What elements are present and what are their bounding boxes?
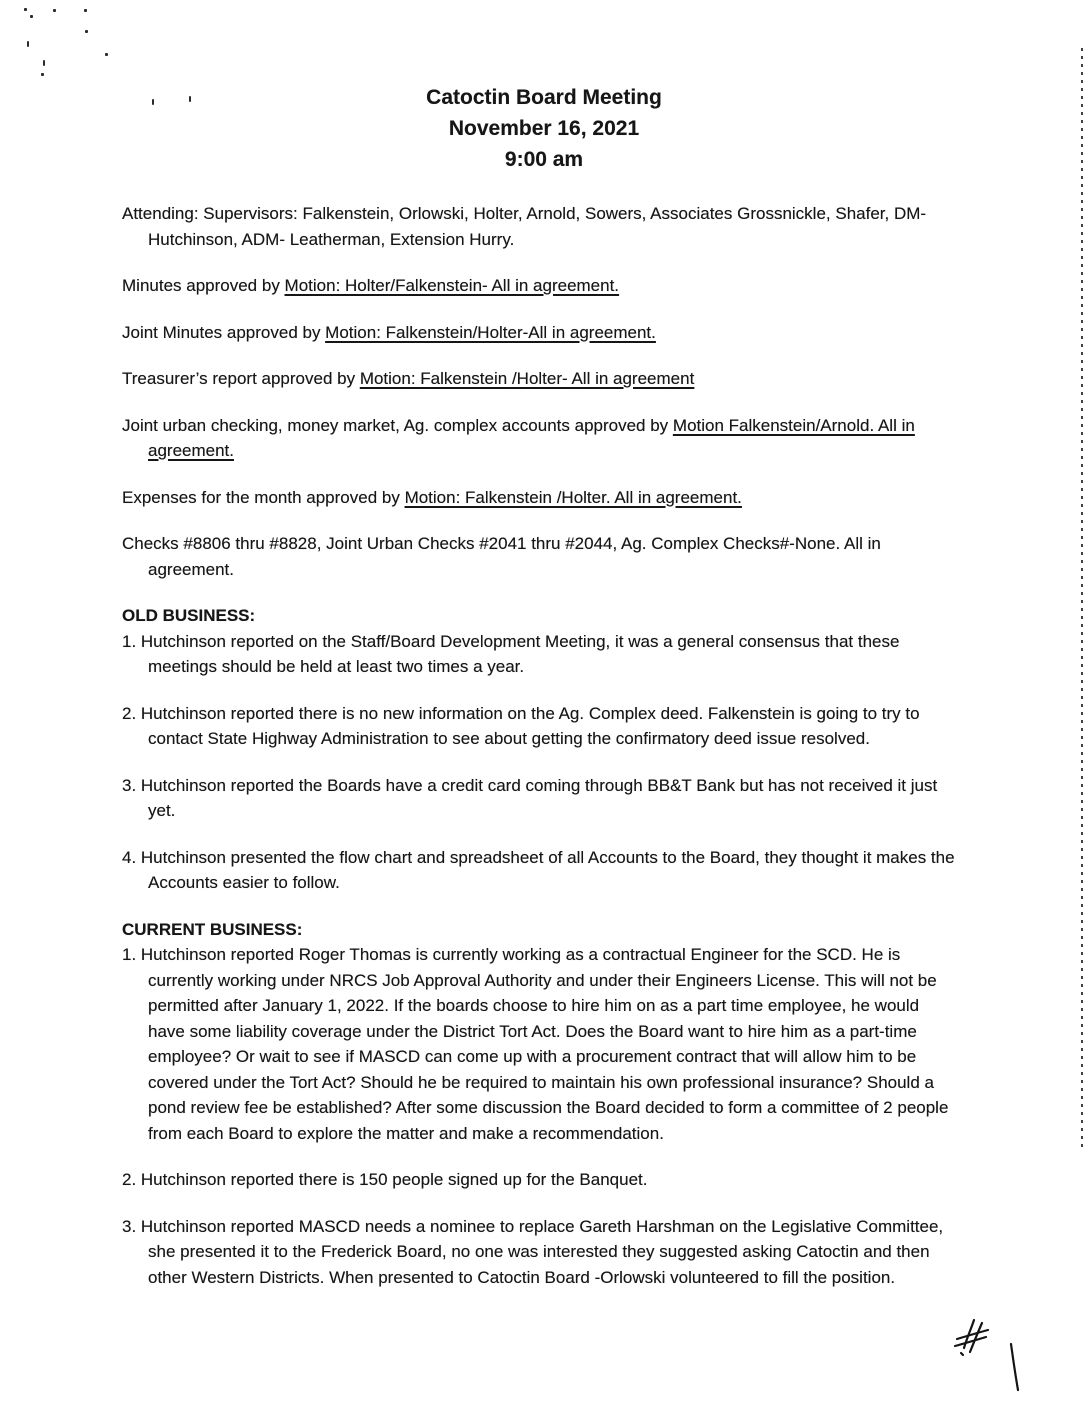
approval-motion: Motion Falkenstein/Arnold. All in agreement. [148, 415, 915, 460]
expenses-approval-paragraph [122, 485, 960, 511]
old-business-item-3: 3. Hutchinson reported the Boards have a credit card coming through BB&T Bank but has not received it just yet. [122, 775, 938, 820]
approval-motion: Motion: Falkenstein/Holter-All in agreement. [325, 322, 656, 342]
joint-minutes-approval-paragraph [122, 320, 960, 346]
approval-prefix: Expenses for the month approved by [122, 487, 405, 507]
scan-noise-speck [30, 15, 33, 18]
approval-prefix: Treasurer’s report approved by [122, 369, 360, 388]
attending-text: Attending: Supervisors: Falkenstein, Orlowski, Holter, Arnold, Sowers, Associates Grossnickle, Shafer, DM-Hutchinson, ADM- Leatherman, Extension Hurry. [122, 204, 927, 249]
current-business-item-3: 3. Hutchinson reported MASCD needs a nominee to replace Gareth Harshman on the Legislative Committee, she presented it to the Frederick Board, no one was interested they suggested asking Catoctin and then other Western Districts. When presented to Catoctin Board -Orlowski volunteered to fill the position. [122, 1216, 944, 1287]
scan-noise-speck [41, 73, 44, 76]
treasurers-report-approval-paragraph [122, 366, 960, 392]
scan-noise-speck [152, 99, 154, 105]
checks-text: Checks #8806 thru #8828, Joint Urban Checks #2041 thru #2044, Ag. Complex Checks#-None. All in agreement. [122, 534, 881, 579]
approval-prefix: Joint urban checking, money market, Ag. complex accounts approved by [122, 415, 673, 435]
document-date: November 16, 2021 [448, 117, 640, 140]
old-business-heading: OLD BUSINESS: [122, 606, 256, 625]
old-business-item-2: 2. Hutchinson reported there is no new information on the Ag. Complex deed. Falkenstein is going to try to contact State Highway Administration to see about getting the confirmatory deed issue resolved. [122, 703, 920, 748]
accounts-approval-paragraph [122, 413, 960, 464]
document-body [122, 201, 960, 1290]
old-business-section [122, 603, 960, 896]
current-business-item-2: 2. Hutchinson reported there is 150 people signed up for the Banquet. [122, 1170, 648, 1189]
old-business-item-1: 1. Hutchinson reported on the Staff/Board Development Meeting, it was a general consensus that these meetings should be held at least two times a year. [122, 631, 900, 676]
attending-paragraph [122, 201, 960, 252]
approval-motion: Motion: Falkenstein /Holter. All in agreement. [404, 487, 742, 507]
old-business-item-4: 4. Hutchinson presented the flow chart and spreadsheet of all Accounts to the Board, they thought it makes the Accounts easier to follow. [122, 847, 955, 892]
scan-noise-speck [189, 96, 191, 102]
scan-noise-speck [43, 60, 45, 66]
approval-motion: Motion: Holter/Falkenstein- All in agreement. [284, 276, 620, 295]
scan-noise-speck [105, 53, 108, 56]
scan-noise-speck [84, 9, 87, 12]
scan-noise-speck [53, 9, 56, 12]
scan-noise-speck [27, 41, 29, 47]
scan-noise-speck [24, 8, 27, 11]
checks-paragraph [122, 531, 960, 582]
document-header [0, 82, 1088, 175]
document-time: 9:00 am [504, 148, 584, 171]
handwritten-hash-slash-mark [948, 1310, 1032, 1402]
scan-edge-artifact [1081, 48, 1083, 1152]
approval-prefix: Minutes approved by [122, 276, 285, 295]
minutes-approval-paragraph [122, 273, 960, 299]
current-business-item-1: 1. Hutchinson reported Roger Thomas is currently working as a contractual Engineer for the SCD. He is currently working under NRCS Job Approval Authority and under their Engineers License. This will not be permitted after January 1, 2022. If the boards choose to hire him on as a part time employee, he would have some liability coverage under the District Tort Act. Does the Board want to hire him as a part-time employee? Or wait to see if MASCD can come up with a procurement contract that will allow him to be covered under the Tort Act? Should he be required to maintain his own professional insurance? Should a pond review fee be established? After some discussion the Board decided to form a committee of 2 people from each Board to explore the matter and make a recommendation. [122, 945, 949, 1143]
document-title: Catoctin Board Meeting [426, 86, 662, 109]
approval-prefix: Joint Minutes approved by [122, 322, 326, 342]
current-business-heading: CURRENT BUSINESS: [122, 919, 303, 939]
current-business-section [122, 917, 960, 1291]
approval-motion: Motion: Falkenstein /Holter- All in agreement [359, 369, 695, 388]
scan-noise-speck [85, 30, 88, 33]
